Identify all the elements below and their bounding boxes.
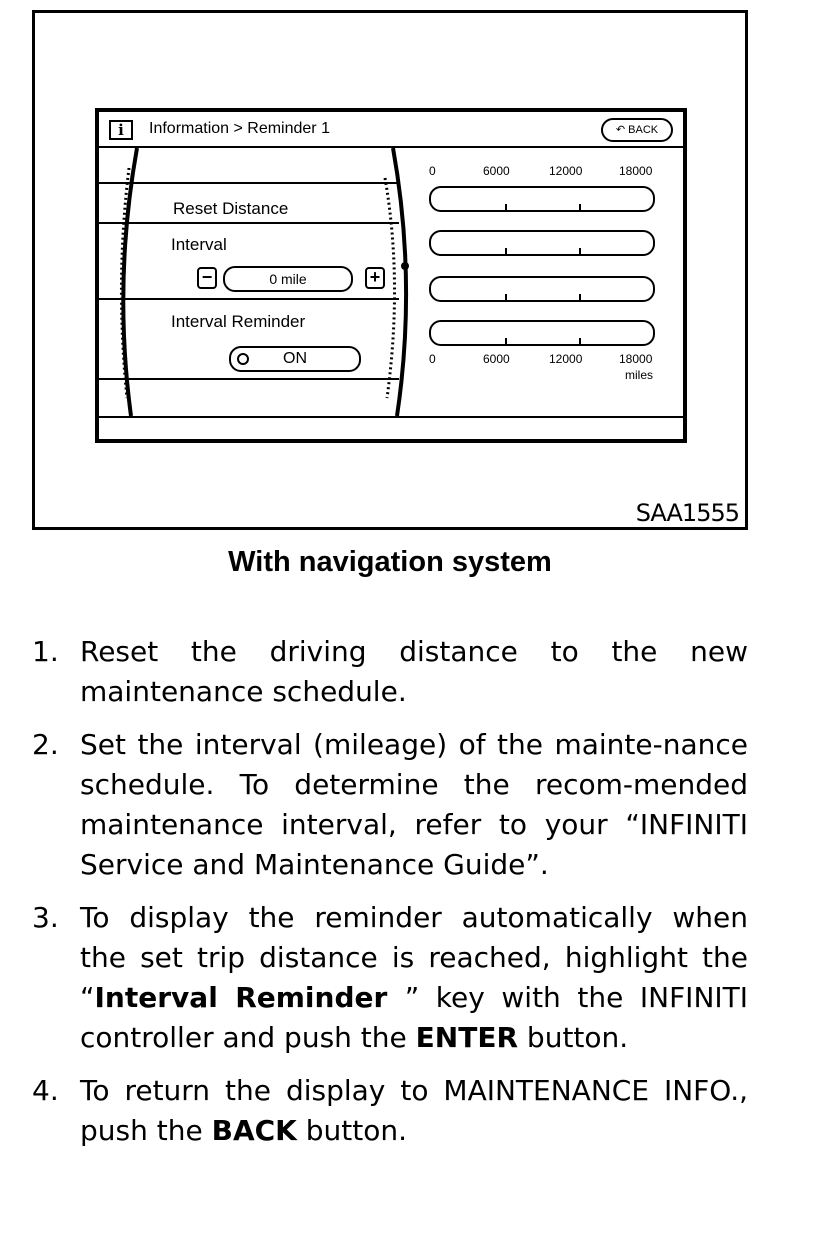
figure-caption: With navigation system xyxy=(228,546,552,578)
decrease-button[interactable]: − xyxy=(197,267,217,289)
info-icon: i xyxy=(109,120,133,140)
scale-bottom-tick: 6000 xyxy=(483,352,510,366)
scale-bottom-tick: 12000 xyxy=(549,352,583,366)
reminder-bar xyxy=(429,320,655,346)
screen-header xyxy=(99,112,683,148)
toggle-label: ON xyxy=(283,350,307,367)
menu-item-interval-reminder[interactable]: Interval Reminder xyxy=(171,312,306,331)
display-screen xyxy=(95,108,687,443)
interval-value-field[interactable]: 0 mile xyxy=(223,266,353,292)
menu-item-interval[interactable]: Interval xyxy=(171,235,227,254)
back-button-label: BACK xyxy=(628,124,659,136)
list-item xyxy=(32,725,748,885)
reminder-toggle[interactable] xyxy=(229,346,361,372)
back-arrow-icon: ↶ xyxy=(615,124,626,136)
reminder-bar xyxy=(429,276,655,302)
figure-code: SAA1555 xyxy=(635,499,739,527)
step-number: 1. xyxy=(32,635,59,668)
scale-unit: miles xyxy=(625,368,654,382)
reminder-bar xyxy=(429,230,655,256)
menu-item-reset-distance[interactable]: Reset Distance xyxy=(173,199,289,218)
instruction-list xyxy=(32,632,748,1164)
step-text: Reset the driving distance to the new maintenance schedule. xyxy=(80,635,748,708)
increase-button[interactable]: + xyxy=(365,267,385,289)
scale-top-tick: 12000 xyxy=(549,164,583,178)
scale-bottom-tick: 0 xyxy=(429,352,436,366)
reminder-bar xyxy=(429,186,655,212)
list-item xyxy=(32,1071,748,1151)
list-item xyxy=(32,898,748,1058)
scale-top-tick: 0 xyxy=(429,164,436,178)
step-text: To display the reminder automatically when the set trip distance is reached, highlight the “Interval Reminder ” key with the INFINITI controller and push the ENTER button. xyxy=(80,901,749,1054)
step-number: 4. xyxy=(32,1074,59,1107)
step-text: To return the display to MAINTENANCE INFO., push the BACK button. xyxy=(80,1074,748,1147)
step-number: 2. xyxy=(32,728,59,761)
scale-top-tick: 18000 xyxy=(619,164,653,178)
toggle-dot-icon xyxy=(237,353,249,365)
back-button[interactable] xyxy=(601,118,673,142)
figure-frame xyxy=(32,10,748,530)
list-item xyxy=(32,632,748,712)
step-text: Set the interval (mileage) of the mainte-nance schedule. To determine the recom-mended maintenance interval, refer to your “INFINITI Service and Maintenance Guide”. xyxy=(80,728,748,881)
scale-top-tick: 6000 xyxy=(483,164,510,178)
step-number: 3. xyxy=(32,901,59,934)
breadcrumb: Information > Reminder 1 xyxy=(149,120,330,137)
scale-bottom-tick: 18000 xyxy=(619,352,653,366)
